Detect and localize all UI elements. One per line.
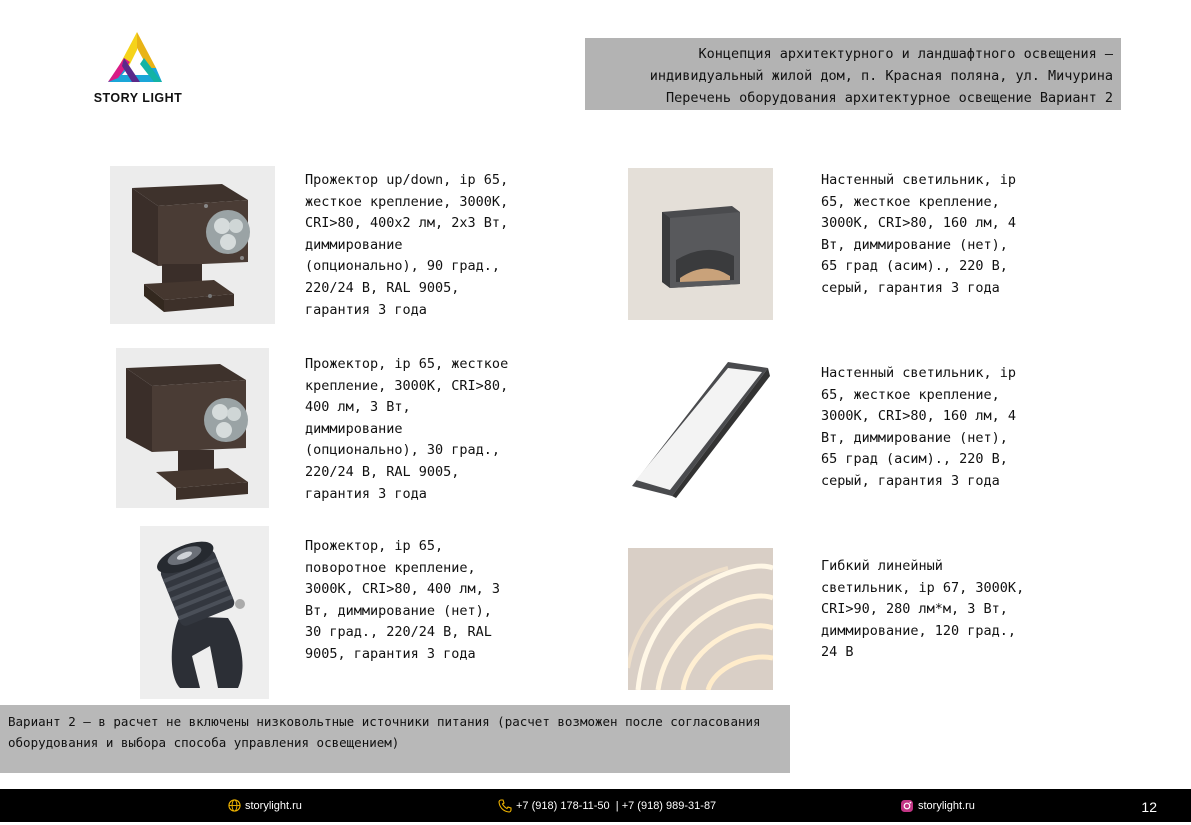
- triangle-logo-icon: [104, 28, 170, 86]
- brand-name: STORY LIGHT: [93, 91, 183, 105]
- wall-panel-light-image: [628, 356, 773, 498]
- product-description: Прожектор, ip 65, поворотное крепление, 3000К, CRI>80, 400 лм, 3 Вт, диммирование (нет), 30 град., 220/24 В, RAL 9005, гарантия 3 года: [305, 538, 501, 662]
- product-description: Настенный светильник, ip 65, жесткое крепление, 3000К, CRI>80, 160 лм, 4 Вт, диммирование (нет), 65 град (асим)., 220 В, серый, гарантия 3 года: [821, 365, 1017, 489]
- phone-numbers[interactable]: +7 (918) 178-11-50 | +7 (918) 989-31-87: [516, 799, 717, 812]
- product-description: Прожектор, ip 65, жесткое крепление, 3000К, CRI>80, 400 лм, 3 Вт, диммирование (опционально), 30 град., 220/24 В, RAL 9005, гарантия 3 года: [305, 356, 509, 502]
- rotary-spotlight-image: [140, 526, 269, 699]
- instagram-handle[interactable]: storylight.ru: [918, 799, 975, 812]
- variant-note: Вариант 2 – в расчет не включены низковольтные источники питания (расчет возможен после согласования оборудования и выбора способа управления освещением): [0, 705, 790, 773]
- phone-icon: [498, 799, 512, 813]
- instagram-icon: [900, 799, 914, 813]
- title-line-1: Концепция архитектурного и ландшафтного освещения –: [698, 46, 1113, 62]
- page-title-box: [585, 38, 1121, 110]
- product-description: Прожектор up/down, ip 65, жесткое крепление, 3000К, CRI>80, 400х2 лм, 2х3 Вт, диммирование (опционально), 90 град., 220/24 В, RAL 9005, гарантия 3 года: [305, 172, 509, 318]
- footer-website[interactable]: [228, 789, 302, 822]
- footer-bar: [0, 789, 1191, 822]
- page-number: 12: [1141, 799, 1157, 815]
- square-projector-image: [116, 348, 269, 508]
- square-up-down-projector-image: [110, 166, 275, 324]
- globe-icon: [228, 799, 241, 812]
- wall-step-light-image: [628, 168, 773, 320]
- website-link[interactable]: storylight.ru: [245, 799, 302, 812]
- product-description: Настенный светильник, ip 65, жесткое крепление, 3000К, CRI>80, 160 лм, 4 Вт, диммирование (нет), 65 град (асим)., 220 В, серый, гарантия 3 года: [821, 172, 1017, 296]
- title-line-3: Перечень оборудования архитектурное освещение Вариант 2: [665, 90, 1113, 106]
- footer-phones[interactable]: [498, 789, 716, 822]
- flexible-led-strip-image: [628, 548, 773, 690]
- footer-instagram[interactable]: [900, 789, 975, 822]
- title-line-2: индивидуальный жилой дом, п. Красная поляна, ул. Мичурина: [649, 68, 1113, 84]
- product-description: Гибкий линейный светильник, ip 67, 3000К, CRI>90, 280 лм*м, 3 Вт, диммирование, 120 град., 24 В: [821, 558, 1025, 661]
- brand-logo: [92, 28, 184, 108]
